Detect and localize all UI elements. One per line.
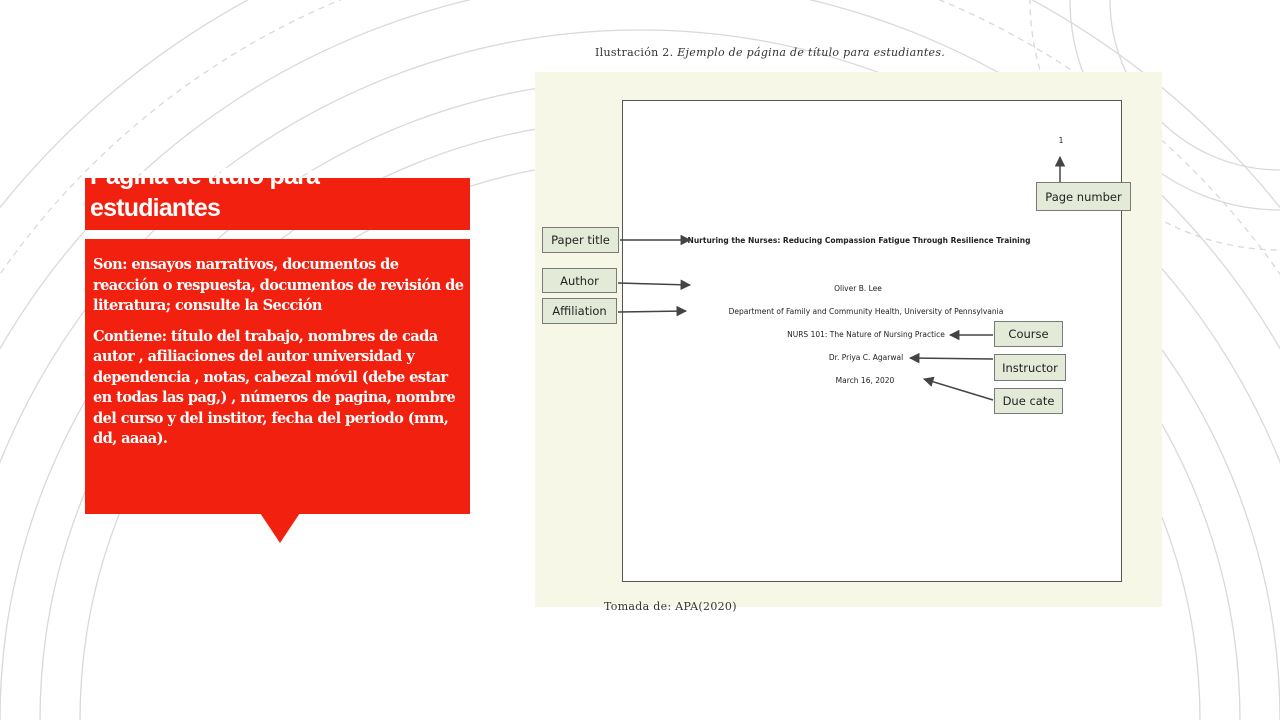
sample-date: March 16, 2020 [835, 376, 895, 385]
label-page-number: Page number [1036, 182, 1131, 211]
figure-source: Tomada de: APA(2020) [604, 600, 737, 613]
figure-caption [595, 46, 945, 59]
slide-title-box [85, 162, 470, 230]
sample-course: NURS 101: The Nature of Nursing Practice [787, 330, 945, 339]
sample-affiliation: Department of Family and Community Health, University of Pennsylvania [728, 307, 1004, 316]
content-box-pointer [260, 513, 300, 543]
sample-instructor: Dr. Priya C. Agarwal [828, 353, 904, 362]
sample-author: Oliver B. Lee [834, 284, 882, 293]
label-course: Course [994, 321, 1063, 347]
sample-page-number: 1 [1058, 136, 1064, 145]
paragraph-contents: Contiene: título del trabajo, nombres de cada autor , afiliaciones del autor universidad y dependencia , notas, cabezal móvil (debe estar en todas las pag,) , números de pagina, nombre del curso y del institor, fecha del periodo (mm, dd, aaaa). [93, 327, 456, 447]
paragraph-types: Son: ensayos narrativos, documentos de reacción o respuesta, documentos de revisión de literatura; consulte la Sección [93, 256, 464, 314]
label-due-date: Due cate [994, 388, 1063, 414]
label-affiliation: Affiliation [542, 298, 617, 324]
label-instructor: Instructor [994, 354, 1066, 381]
sample-paper-title: Nurturing the Nurses: Reducing Compassion Fatigue Through Resilience Training [687, 236, 1031, 245]
slide-title-line-1: Pagina de título para [90, 162, 320, 190]
figure-caption-title: Ejemplo de página de título para estudiantes. [677, 46, 946, 59]
label-paper-title: Paper title [542, 227, 619, 253]
figure-caption-label: Ilustración 2. [595, 46, 674, 59]
label-author: Author [542, 268, 617, 293]
content-box [85, 239, 470, 514]
slide-title-line-2: estudiantes [90, 194, 221, 222]
slide-title [90, 160, 460, 224]
